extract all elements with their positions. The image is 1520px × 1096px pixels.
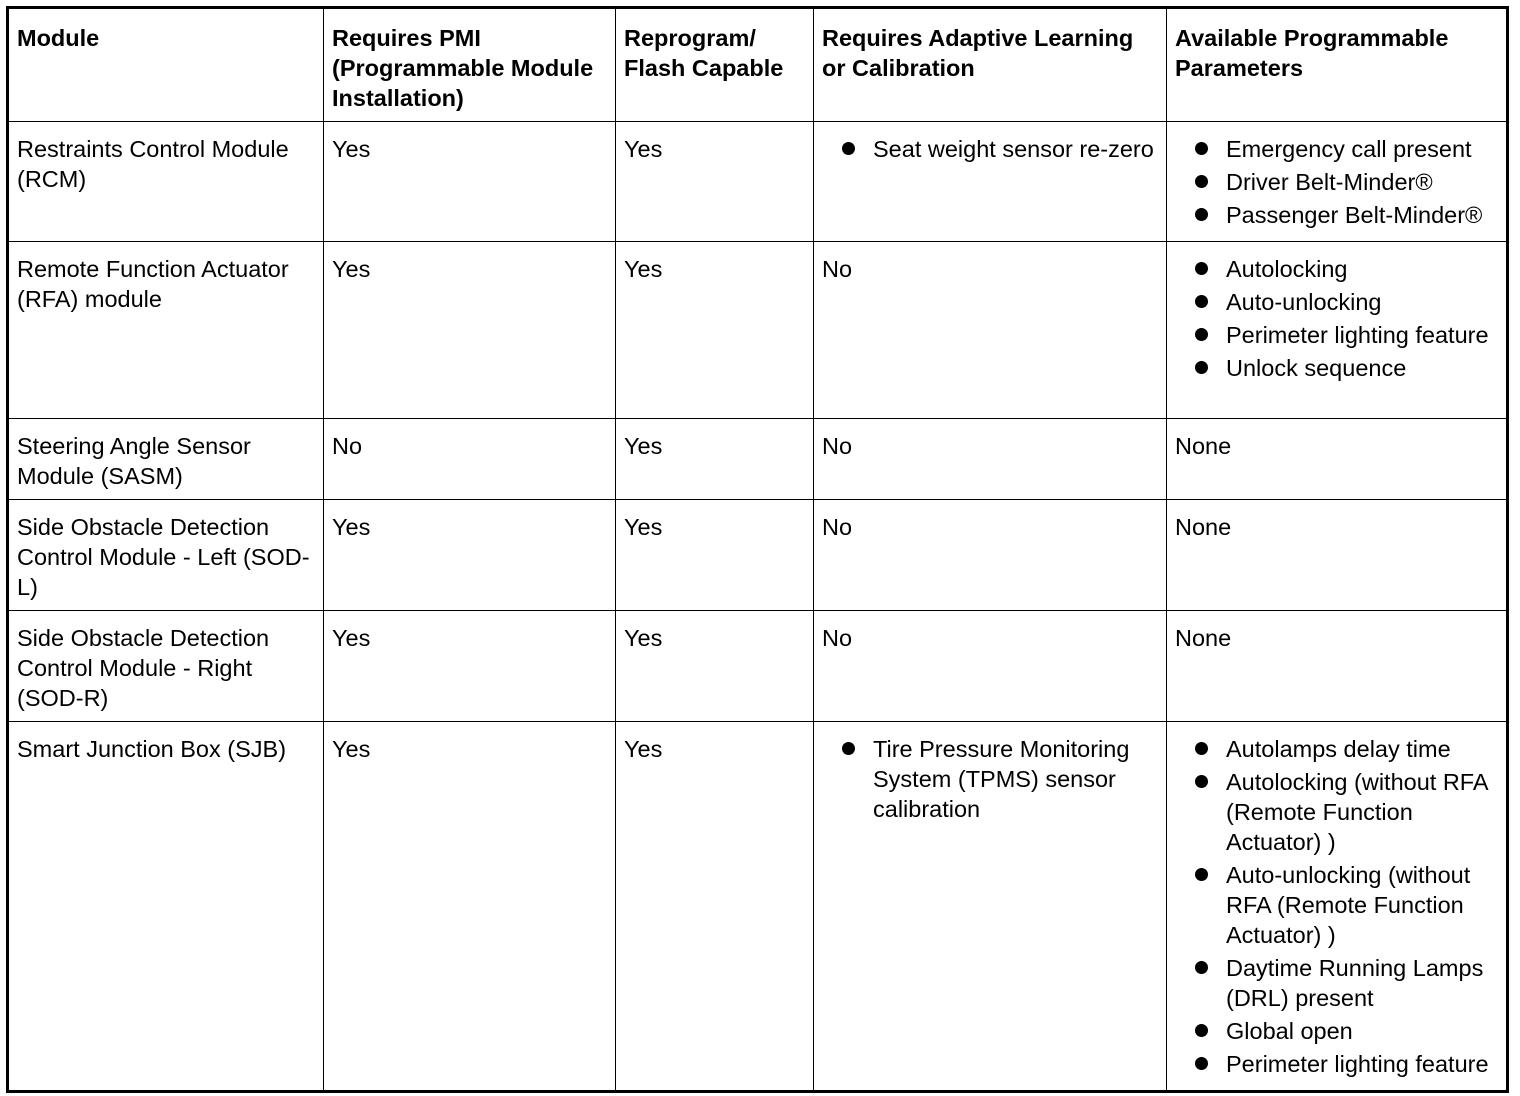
adaptive-list <box>822 734 1158 824</box>
flash-cell: Yes <box>616 419 814 500</box>
bullet-icon <box>1195 208 1208 221</box>
list-item: Perimeter lighting feature <box>1175 320 1498 350</box>
bullet-icon <box>842 142 855 155</box>
bullet-icon <box>1195 175 1208 188</box>
flash-cell: Yes <box>616 242 814 419</box>
list-item: Autolocking (without RFA (Remote Function Actuator) ) <box>1175 767 1498 857</box>
pmi-cell: Yes <box>324 722 616 1092</box>
list-item: Perimeter lighting feature <box>1175 1049 1498 1079</box>
bullet-icon <box>1195 742 1208 755</box>
table-row <box>8 122 1508 242</box>
bullet-icon <box>1195 328 1208 341</box>
list-item: Autolocking <box>1175 254 1498 284</box>
table-row <box>8 242 1508 419</box>
list-item: Global open <box>1175 1016 1498 1046</box>
flash-cell: Yes <box>616 122 814 242</box>
parameters-list <box>1175 134 1498 230</box>
module-cell: Remote Function Actuator (RFA) module <box>8 242 324 419</box>
table-row <box>8 500 1508 611</box>
list-item: Seat weight sensor re-zero <box>822 134 1158 164</box>
pmi-cell: No <box>324 419 616 500</box>
pmi-cell: Yes <box>324 611 616 722</box>
module-cell: Side Obstacle Detection Control Module - Right (SOD-R) <box>8 611 324 722</box>
list-item: Auto-unlocking <box>1175 287 1498 317</box>
bullet-icon <box>842 742 855 755</box>
bullet-icon <box>1195 262 1208 275</box>
table-row <box>8 611 1508 722</box>
module-cell: Side Obstacle Detection Control Module - Left (SOD-L) <box>8 500 324 611</box>
bullet-icon <box>1195 1057 1208 1070</box>
list-item: Autolamps delay time <box>1175 734 1498 764</box>
bullet-icon <box>1195 142 1208 155</box>
bullet-icon <box>1195 1024 1208 1037</box>
list-item: Tire Pressure Monitoring System (TPMS) sensor calibration <box>822 734 1158 824</box>
list-item: Driver Belt-Minder® <box>1175 167 1498 197</box>
list-item: Unlock sequence <box>1175 353 1498 383</box>
header-requires-pmi: Requires PMI (Programmable Module Installation) <box>324 8 616 122</box>
adaptive-cell: No <box>814 242 1167 419</box>
table-row <box>8 722 1508 1092</box>
adaptive-cell: No <box>814 611 1167 722</box>
parameters-cell: None <box>1167 611 1508 722</box>
parameters-list <box>1175 734 1498 1079</box>
list-item: Daytime Running Lamps (DRL) present <box>1175 953 1498 1013</box>
module-cell: Steering Angle Sensor Module (SASM) <box>8 419 324 500</box>
list-item: Auto-unlocking (without RFA (Remote Function Actuator) ) <box>1175 860 1498 950</box>
parameters-cell: None <box>1167 419 1508 500</box>
header-adaptive-learning: Requires Adaptive Learning or Calibration <box>814 8 1167 122</box>
header-programmable-parameters: Available Programmable Parameters <box>1167 8 1508 122</box>
pmi-cell: Yes <box>324 122 616 242</box>
pmi-cell: Yes <box>324 500 616 611</box>
list-item: Passenger Belt-Minder® <box>1175 200 1498 230</box>
flash-cell: Yes <box>616 611 814 722</box>
header-module: Module <box>8 8 324 122</box>
adaptive-cell: No <box>814 419 1167 500</box>
bullet-icon <box>1195 295 1208 308</box>
parameters-list <box>1175 254 1498 383</box>
module-cell: Restraints Control Module (RCM) <box>8 122 324 242</box>
bullet-icon <box>1195 961 1208 974</box>
table-row <box>8 419 1508 500</box>
module-programming-table <box>6 6 1509 1093</box>
table-header-row <box>8 8 1508 122</box>
adaptive-list <box>822 134 1158 164</box>
parameters-cell <box>1167 722 1508 1092</box>
flash-cell: Yes <box>616 722 814 1092</box>
bullet-icon <box>1195 361 1208 374</box>
header-reprogram-flash: Reprogram/ Flash Capable <box>616 8 814 122</box>
adaptive-cell <box>814 722 1167 1092</box>
bullet-icon <box>1195 775 1208 788</box>
parameters-cell: None <box>1167 500 1508 611</box>
list-item: Emergency call present <box>1175 134 1498 164</box>
pmi-cell: Yes <box>324 242 616 419</box>
adaptive-cell: No <box>814 500 1167 611</box>
parameters-cell <box>1167 242 1508 419</box>
bullet-icon <box>1195 868 1208 881</box>
adaptive-cell <box>814 122 1167 242</box>
flash-cell: Yes <box>616 500 814 611</box>
parameters-cell <box>1167 122 1508 242</box>
module-cell: Smart Junction Box (SJB) <box>8 722 324 1092</box>
